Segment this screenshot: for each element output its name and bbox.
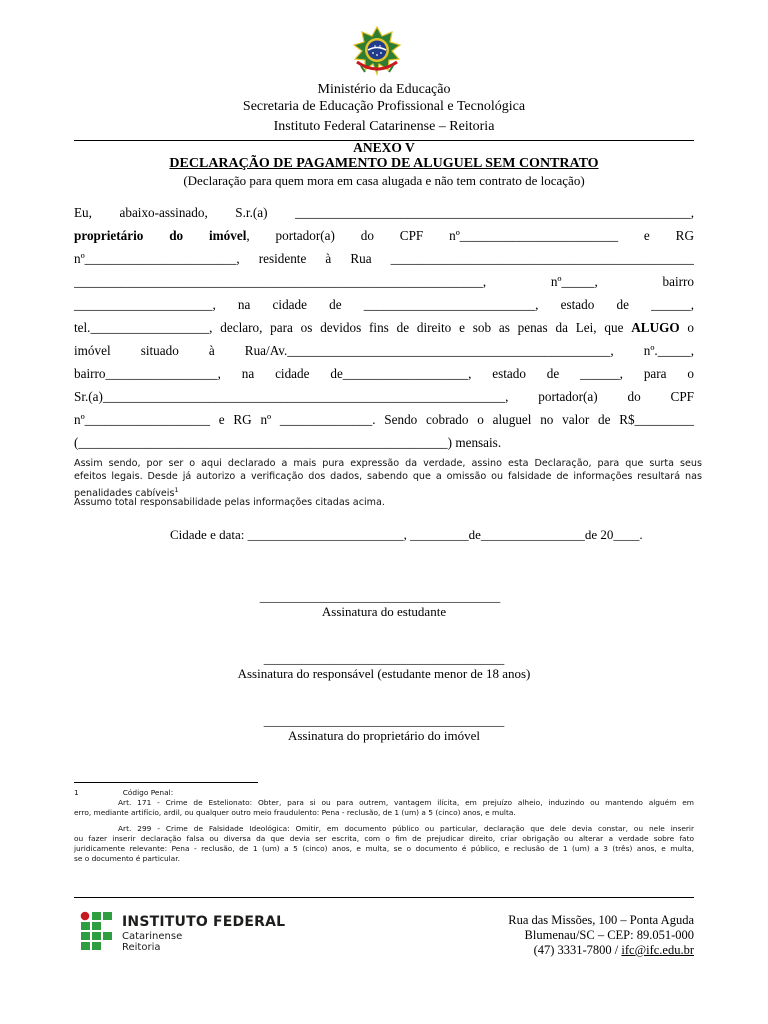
footnote-mark: 1 [74, 788, 79, 797]
form-line-6[interactable]: tel.__________________, declaro, para os devidos fins de direito e sob as penas da Lei, que ALUGO o [74, 320, 694, 335]
form-line-3[interactable]: nº_______________________, residente à Rua ______________________________________________ [74, 251, 694, 266]
footnote-art171-b: erro, mediante artifício, ardil, ou qualquer outro meio fraudulento: Pena - reclusão, de 1 (um) a 5 (cinco) anos, e multa. [74, 808, 516, 817]
form-line-4[interactable]: ______________________________________________________________, nº_____, bairro [74, 274, 694, 289]
statement-line-1: Assim sendo, por ser o aqui declarado a mais pura expressão da verdade, assino esta Declaração, para que surta seus [74, 458, 702, 469]
signature-label-owner: Assinatura do proprietário do imóvel [287, 728, 481, 743]
form-line-10[interactable]: nº___________________ e RG nº ______________. Sendo cobrado o aluguel no valor de R$_________ [74, 412, 694, 427]
footnote-art299-b: ou fazer inserir declaração falsa ou diversa da que devia ser escrita, com o fim de prejudicar direito, criar obrigação ou alterar a verdade sobre fato [74, 834, 694, 843]
form-line-2[interactable] [74, 228, 694, 244]
document-subtitle: (Declaração para quem mora em casa alugada e não tem contrato de locação) [183, 173, 585, 188]
signature-label-guardian: Assinatura do responsável (estudante menor de 18 anos) [237, 666, 531, 681]
footnote-art299-c: juridicamente relevante: Pena - reclusão, de 1 (um) a 5 (cinco) anos, e multa, se o documento é público, e reclusão de 1 (um) a 3 (três) anos, e multa, [74, 844, 694, 853]
address-street: Rua das Missões, 100 – Ponta Aguda [508, 913, 694, 927]
footnote-art299-a: Art. 299 - Crime de Falsidade Ideológica: Omitir, em documento público ou particular, declaração que dele devia constar, ou nele inserir [118, 824, 694, 833]
ifc-logo [80, 911, 286, 955]
statement-line-3: penalidades cabíveis$^1$ [74, 486, 179, 500]
document-title: DECLARAÇÃO DE PAGAMENTO DE ALUGUEL SEM CONTRATO [169, 156, 599, 171]
statement-line-2: efeitos legais. Desde já autorizo a verificação dos dados, sabendo que a omissão ou falsidade de informações resultará nas [74, 471, 702, 482]
secretariat-name: Secretaria de Educação Profissional e Tecnológica [242, 99, 526, 114]
footnote-title: 1 Código Penal: [74, 788, 174, 797]
email-link[interactable]: ifc@ifc.edu.br [621, 943, 694, 957]
statement-line-4: Assumo total responsabilidade pelas informações citadas acima. [74, 497, 385, 508]
rent-keyword: ALUGO [631, 320, 680, 335]
date-field[interactable]: Cidade e data: ________________________, _________de________________de 20____. [170, 527, 643, 542]
signature-line-student[interactable]: _____________________________________ [259, 589, 501, 604]
form-line-11[interactable]: (________________________________________________________) mensais. [74, 435, 502, 450]
signature-line-guardian[interactable]: _____________________________________ [263, 651, 505, 666]
owner-label: proprietário do imóvel [74, 228, 247, 243]
logo-title: INSTITUTO FEDERAL [122, 914, 286, 930]
form-line-2-text: , portador(a) do CPF nº________________________ e RG [246, 228, 694, 243]
form-line-1[interactable]: Eu, abaixo-assinado, S.r.(a) ____________________________________________________________, [74, 205, 694, 220]
address-contact [534, 943, 694, 958]
form-line-5[interactable]: _____________________, na cidade de __________________________, estado de ______, [74, 297, 694, 312]
logo-subtitle: Catarinense Reitoria [122, 931, 183, 953]
ifc-logo-icon [80, 911, 114, 951]
phone-number: (47) 3331-7800 / [533, 943, 622, 957]
footnote-art299-d: se o documento é particular. [74, 854, 180, 863]
institute-name: Instituto Federal Catarinense – Reitoria [273, 119, 495, 134]
coat-of-arms-icon [351, 26, 403, 78]
form-line-8[interactable]: bairro_________________, na cidade de___________________, estado de ______, para o [74, 366, 694, 381]
form-line-9[interactable]: Sr.(a)_____________________________________________________________, portador(a) do CPF [74, 389, 694, 404]
signature-label-student: Assinatura do estudante [321, 604, 447, 619]
form-line-7[interactable]: imóvel situado à Rua/Av._________________________________________________, nº._____, [74, 343, 694, 358]
ministry-name: Ministério da Educação [317, 82, 451, 97]
footer-divider [74, 897, 694, 898]
footnote-art171-a: Art. 171 - Crime de Estelionato: Obter, para si ou para outrem, vantagem ilícita, em prejuízo alheio, induzindo ou mantendo alguém em [118, 798, 694, 807]
annex-label: ANEXO V [353, 140, 415, 155]
footnote-ref: 1 [174, 486, 179, 494]
address-city: Blumenau/SC – CEP: 89.051-000 [524, 928, 694, 942]
footnote-separator [74, 782, 258, 783]
signature-line-owner[interactable]: _____________________________________ [263, 713, 505, 728]
